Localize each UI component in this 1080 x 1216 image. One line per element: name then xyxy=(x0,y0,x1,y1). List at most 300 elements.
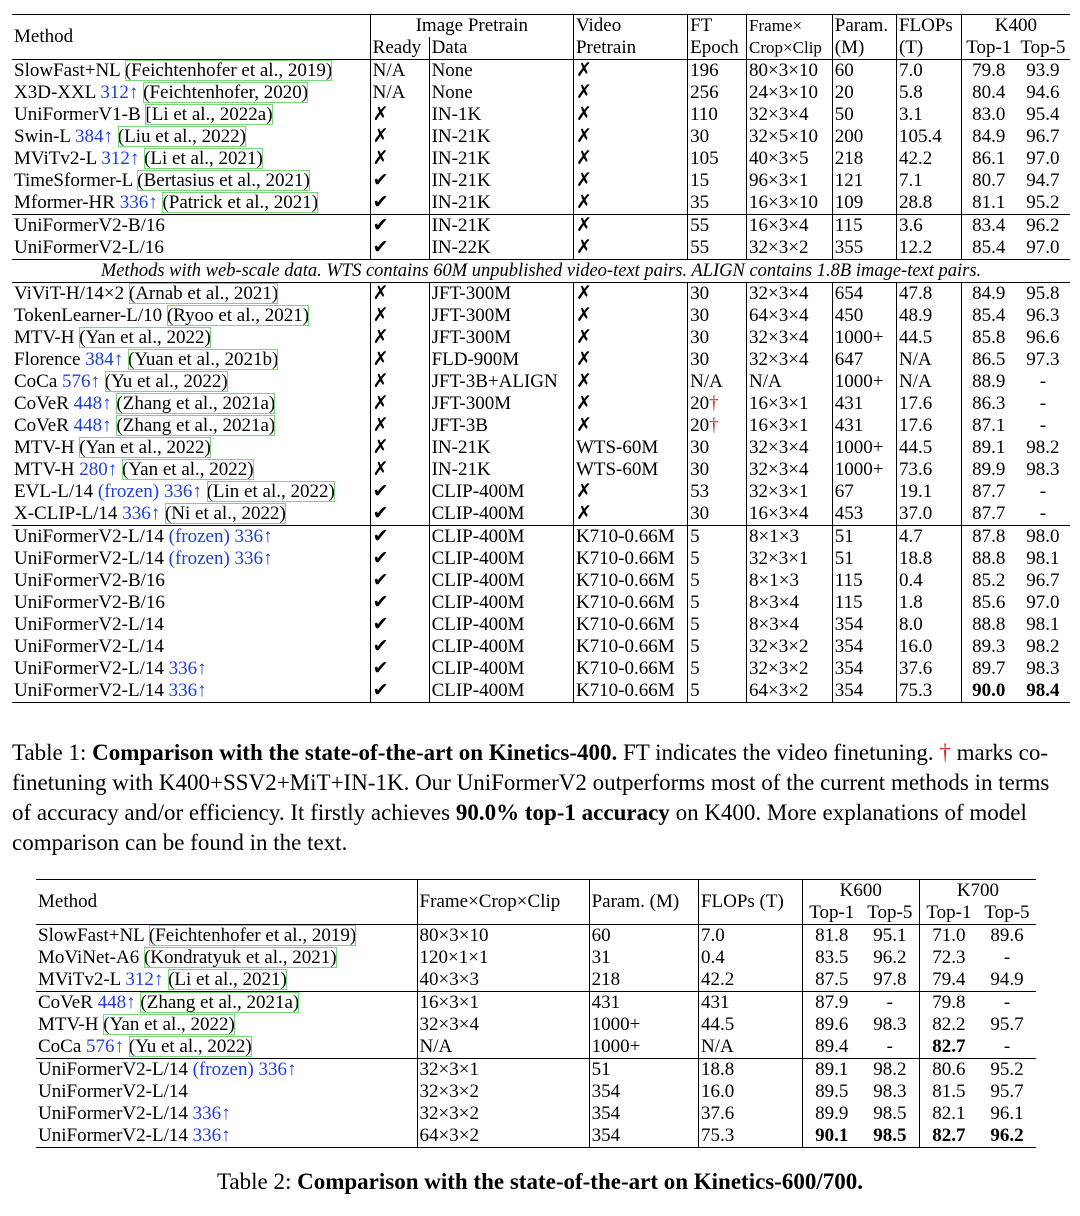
top5-cell: 98.1 xyxy=(1026,548,1060,569)
frame-cell: 16×3×10 xyxy=(747,192,833,215)
video-pretrain-cell: ✗ xyxy=(573,192,687,215)
epoch-value: 5 xyxy=(690,680,700,701)
method-cell xyxy=(12,327,370,349)
t1-group-note xyxy=(12,260,1070,283)
ready-cell: ✗ xyxy=(370,148,429,170)
param-cell: 67 xyxy=(832,481,896,503)
k600-top5-cell: - xyxy=(861,992,920,1015)
method-name: EVL-L/14 xyxy=(14,481,94,502)
resolution-tag: (frozen) 336↑ xyxy=(168,548,273,569)
ready-cell: ✗ xyxy=(370,349,429,371)
t1-web-scale-note: Methods with web-scale data. WTS contains 60M unpublished video-text pairs. ALIGN contains 1.8B image-text pairs. xyxy=(100,261,982,281)
t2-header-k700-top1: Top-1 xyxy=(926,902,972,923)
k600-top5-cell: 97.8 xyxy=(861,969,920,992)
method-name: MoViNet-A6 xyxy=(38,947,140,968)
ready-cell: ✔ xyxy=(370,237,429,260)
video-pretrain-cell: K710-0.66M xyxy=(573,526,687,549)
k600-top1-cell: 90.1 xyxy=(815,1125,849,1146)
table-row xyxy=(12,305,1070,327)
param-cell: 115 xyxy=(832,592,896,614)
data-cell: IN-22K xyxy=(429,237,573,260)
data-cell: JFT-300M xyxy=(429,393,573,415)
flops-cell: 17.6 xyxy=(896,393,961,415)
resolution-tag: 336↑ xyxy=(122,503,161,524)
ready-cell: ✔ xyxy=(370,170,429,192)
table-row xyxy=(12,170,1070,192)
top5-cell: - xyxy=(1039,415,1047,436)
top1-cell: 84.9 xyxy=(972,283,1006,304)
data-cell: JFT-3B+ALIGN xyxy=(429,371,573,393)
citation: (Li et al., 2021) xyxy=(144,148,263,169)
table-row xyxy=(12,658,1070,680)
data-cell: IN-21K xyxy=(429,459,573,481)
table-1-caption xyxy=(12,738,1072,858)
t1-header-param-bottom: (M) xyxy=(832,37,896,60)
top1-cell: 79.8 xyxy=(972,60,1006,81)
table-row xyxy=(12,548,1070,570)
top1-cell: 89.3 xyxy=(972,636,1006,657)
data-cell: IN-21K xyxy=(429,215,573,238)
table-row xyxy=(12,614,1070,636)
method-cell xyxy=(12,570,370,592)
epoch-value: 55 xyxy=(690,237,710,258)
citation: (Ryoo et al., 2021) xyxy=(166,305,310,326)
ready-cell: ✔ xyxy=(370,526,429,549)
table-row xyxy=(12,592,1070,614)
param-cell: 354 xyxy=(589,1125,698,1148)
epoch-cell xyxy=(688,415,747,437)
table-row xyxy=(12,82,1070,104)
param-cell: 31 xyxy=(589,947,698,969)
frame-cell: N/A xyxy=(417,1036,589,1059)
citation: (Lin et al., 2022) xyxy=(206,481,335,502)
epoch-cell xyxy=(688,614,747,636)
frame-cell: 16×3×4 xyxy=(747,215,833,238)
k700-top5-cell: 89.6 xyxy=(990,925,1024,946)
epoch-cell xyxy=(688,148,747,170)
frame-cell: 80×3×10 xyxy=(417,925,589,948)
param-cell: 1000+ xyxy=(832,371,896,393)
t2-group-web-scale xyxy=(36,992,1036,1059)
top1-cell: 85.4 xyxy=(972,305,1006,326)
method-cell xyxy=(12,126,370,148)
resolution-tag: 312↑ xyxy=(100,82,139,103)
top5-cell: 96.7 xyxy=(1026,570,1060,591)
method-cell xyxy=(12,104,370,126)
resolution-tag: 336↑ xyxy=(192,1103,231,1124)
top5-cell: 98.1 xyxy=(1026,614,1060,635)
t2-header-frame: Frame×Crop×Clip xyxy=(417,880,589,925)
t1-header-param-top: Param. xyxy=(832,15,896,38)
table-row xyxy=(36,1125,1036,1148)
data-cell: CLIP-400M xyxy=(429,614,573,636)
epoch-value: 30 xyxy=(690,349,710,370)
top5-cell: 97.0 xyxy=(1026,148,1060,169)
flops-cell: 37.6 xyxy=(698,1103,802,1125)
citation: (Li et al., 2021) xyxy=(168,969,287,990)
k600-top1-cell: 89.9 xyxy=(815,1103,849,1124)
video-pretrain-cell: K710-0.66M xyxy=(573,658,687,680)
flops-cell: N/A xyxy=(698,1036,802,1059)
param-cell: 354 xyxy=(832,636,896,658)
param-cell: 1000+ xyxy=(832,459,896,481)
frame-cell: 32×3×1 xyxy=(747,548,833,570)
frame-cell: 32×3×1 xyxy=(747,481,833,503)
ready-cell: ✗ xyxy=(370,283,429,306)
frame-cell: 32×3×4 xyxy=(747,104,833,126)
table-2 xyxy=(36,879,1036,1148)
top1-cell: 85.8 xyxy=(972,327,1006,348)
data-cell: FLD-900M xyxy=(429,349,573,371)
top1-cell: 85.4 xyxy=(972,237,1006,258)
top5-cell: 98.3 xyxy=(1026,658,1060,679)
epoch-value: 110 xyxy=(690,104,718,125)
table-1 xyxy=(12,14,1070,703)
method-name: UniFormerV2-L/14 xyxy=(14,548,164,569)
frame-cell: 32×3×1 xyxy=(417,1059,589,1082)
resolution-tag: 576↑ xyxy=(62,371,101,392)
k700-top5-cell: 95.7 xyxy=(990,1014,1024,1035)
method-name: X-CLIP-L/14 xyxy=(14,503,118,524)
method-cell xyxy=(12,592,370,614)
flops-cell: 44.5 xyxy=(698,1014,802,1036)
method-cell xyxy=(12,215,370,238)
param-cell: 431 xyxy=(832,415,896,437)
epoch-cell xyxy=(688,658,747,680)
frame-cell: 32×3×4 xyxy=(747,437,833,459)
param-cell: 647 xyxy=(832,349,896,371)
flops-cell: 7.1 xyxy=(896,170,961,192)
k600-top5-cell: 98.2 xyxy=(861,1059,920,1082)
method-cell xyxy=(36,1125,417,1148)
frame-cell: 80×3×10 xyxy=(747,60,833,83)
table-row xyxy=(12,148,1070,170)
t1-header-frame-bottom: Crop×Clip xyxy=(747,37,833,60)
resolution-tag: 312↑ xyxy=(125,969,164,990)
epoch-value: 5 xyxy=(690,636,700,657)
epoch-value: 30 xyxy=(690,503,710,524)
flops-cell: 8.0 xyxy=(896,614,961,636)
epoch-value: 30 xyxy=(690,305,710,326)
param-cell: 1000+ xyxy=(589,1036,698,1059)
param-cell: 354 xyxy=(832,658,896,680)
method-name: UniFormerV2-L/14 xyxy=(38,1103,188,1124)
ready-cell: ✗ xyxy=(370,305,429,327)
ready-cell: ✔ xyxy=(370,636,429,658)
method-name: CoVeR xyxy=(14,393,69,414)
method-cell xyxy=(12,192,370,215)
method-cell xyxy=(36,925,417,948)
citation: (Liu et al., 2022) xyxy=(117,126,247,147)
method-cell xyxy=(12,437,370,459)
flops-cell: 5.8 xyxy=(896,82,961,104)
top5-cell: - xyxy=(1039,371,1047,392)
epoch-cell xyxy=(688,82,747,104)
flops-cell: 0.4 xyxy=(896,570,961,592)
k700-top5-cell: - xyxy=(1003,947,1011,968)
top1-cell: 86.5 xyxy=(972,349,1006,370)
ready-cell: ✗ xyxy=(370,371,429,393)
table-row xyxy=(12,636,1070,658)
epoch-value: 35 xyxy=(690,192,710,213)
flops-cell: 1.8 xyxy=(896,592,961,614)
ready-cell: ✗ xyxy=(370,104,429,126)
table-row xyxy=(12,503,1070,526)
t1-header-flops-bottom: (T) xyxy=(896,37,961,60)
epoch-value: 256 xyxy=(690,82,719,103)
top5-cell: 98.2 xyxy=(1026,437,1060,458)
data-cell: CLIP-400M xyxy=(429,548,573,570)
k600-top1-cell: 89.1 xyxy=(815,1059,849,1080)
frame-cell: 32×3×4 xyxy=(417,1014,589,1036)
top5-cell: 95.8 xyxy=(1026,283,1060,304)
method-name: MTV-H xyxy=(38,1014,99,1035)
video-pretrain-cell: K710-0.66M xyxy=(573,614,687,636)
video-pretrain-cell: ✗ xyxy=(573,349,687,371)
epoch-value: 15 xyxy=(690,170,710,191)
method-name: SlowFast+NL xyxy=(14,60,121,81)
t1-caption-dagger: † xyxy=(939,740,951,765)
epoch-value: 5 xyxy=(690,548,700,569)
method-name: UniFormerV2-L/14 xyxy=(14,614,164,635)
data-cell: IN-21K xyxy=(429,170,573,192)
t2-header-k700: K700 xyxy=(956,880,1000,901)
citation: (Patrick et al., 2021) xyxy=(162,192,319,213)
ready-cell: ✔ xyxy=(370,592,429,614)
video-pretrain-cell: ✗ xyxy=(573,283,687,306)
flops-cell: 4.7 xyxy=(896,526,961,549)
top1-cell: 88.9 xyxy=(972,371,1006,392)
resolution-tag: 448↑ xyxy=(97,992,136,1013)
epoch-value: 5 xyxy=(690,658,700,679)
top5-cell: 95.2 xyxy=(1026,192,1060,213)
method-cell xyxy=(12,82,370,104)
frame-cell: 32×3×2 xyxy=(747,658,833,680)
frame-cell: 8×1×3 xyxy=(747,526,833,549)
epoch-cell xyxy=(688,680,747,703)
ready-cell: ✔ xyxy=(370,192,429,215)
frame-cell: 24×3×10 xyxy=(747,82,833,104)
top1-cell: 84.9 xyxy=(972,126,1006,147)
method-cell xyxy=(36,1014,417,1036)
k700-top1-cell: 82.7 xyxy=(932,1036,966,1057)
table-row xyxy=(12,415,1070,437)
frame-cell: 64×3×2 xyxy=(747,680,833,703)
t1-header-video: Video xyxy=(573,15,687,38)
video-pretrain-cell: K710-0.66M xyxy=(573,548,687,570)
method-name: TimeSformer-L xyxy=(14,170,133,191)
k600-top5-cell: 98.5 xyxy=(861,1125,920,1148)
frame-cell: N/A xyxy=(747,371,833,393)
t2-header-method: Method xyxy=(36,880,417,925)
method-name: MTV-H xyxy=(14,459,75,480)
top1-cell: 83.0 xyxy=(972,104,1006,125)
t1-caption-text2: marks co-finetuning with K400+SSV2+MiT+IN-1K. Our UniFormerV2 outperforms most of the current methods in terms of accuracy and/or efficiency. It firstly achieves xyxy=(12,740,1050,825)
video-pretrain-cell: K710-0.66M xyxy=(573,636,687,658)
method-name: X3D-XXL xyxy=(14,82,96,103)
flops-cell: 44.5 xyxy=(896,437,961,459)
flops-cell: N/A xyxy=(896,371,961,393)
top5-cell: - xyxy=(1039,393,1047,414)
frame-cell: 32×3×4 xyxy=(747,349,833,371)
citation: (Feichtenhofer et al., 2019) xyxy=(148,925,357,946)
param-cell: 355 xyxy=(832,237,896,260)
k600-top1-cell: 83.5 xyxy=(815,947,849,968)
epoch-value: 30 xyxy=(690,327,710,348)
epoch-cell xyxy=(688,192,747,215)
method-name: Florence xyxy=(14,349,81,370)
method-name: CoVeR xyxy=(38,992,93,1013)
method-cell xyxy=(12,548,370,570)
t2-header-param: Param. (M) xyxy=(589,880,698,925)
ready-cell: ✗ xyxy=(370,393,429,415)
epoch-cell xyxy=(688,437,747,459)
table-row xyxy=(36,1081,1036,1103)
epoch-cell xyxy=(688,104,747,126)
top1-cell: 87.7 xyxy=(972,481,1006,502)
flops-cell: 75.3 xyxy=(698,1125,802,1148)
method-name: UniFormerV2-B/16 xyxy=(14,592,165,613)
flops-cell: 0.4 xyxy=(698,947,802,969)
ready-cell: ✗ xyxy=(370,327,429,349)
t1-caption-bold: 90.0% top-1 accuracy xyxy=(455,800,670,825)
k700-top1-cell: 79.8 xyxy=(932,992,966,1013)
ready-cell: ✔ xyxy=(370,570,429,592)
epoch-cell xyxy=(688,503,747,526)
top1-cell: 85.2 xyxy=(972,570,1006,591)
video-pretrain-cell: ✗ xyxy=(573,126,687,148)
method-name: UniFormerV2-B/16 xyxy=(14,570,165,591)
data-cell: JFT-3B xyxy=(429,415,573,437)
method-name: MTV-H xyxy=(14,437,75,458)
video-pretrain-cell: ✗ xyxy=(573,415,687,437)
param-cell: 1000+ xyxy=(589,1014,698,1036)
k700-top5-cell: 95.2 xyxy=(990,1059,1024,1080)
t2-header-k700-top5: Top-5 xyxy=(984,902,1030,923)
k700-top5-cell: - xyxy=(1003,1036,1011,1057)
table-row xyxy=(12,283,1070,306)
t2-header-k600-top1: Top-1 xyxy=(809,902,855,923)
resolution-tag: 384↑ xyxy=(75,126,114,147)
t1-header-method: Method xyxy=(12,15,370,60)
method-cell xyxy=(36,969,417,992)
flops-cell: 42.2 xyxy=(698,969,802,992)
citation: (Kondratyuk et al., 2021) xyxy=(143,947,337,968)
t1-header-pretrain: Pretrain xyxy=(573,37,687,60)
method-cell xyxy=(12,680,370,703)
frame-cell: 16×3×1 xyxy=(747,415,833,437)
k700-top5-cell: 94.9 xyxy=(990,969,1024,990)
method-cell xyxy=(12,305,370,327)
top1-cell: 83.4 xyxy=(972,215,1006,236)
ready-cell: ✔ xyxy=(370,215,429,238)
t2-caption-label: Table 2: xyxy=(216,1169,298,1194)
resolution-tag: (frozen) 336↑ xyxy=(97,481,202,502)
method-name: TokenLearner-L/10 xyxy=(14,305,163,326)
citation: (Yan et al., 2022) xyxy=(103,1014,235,1035)
flops-cell: 3.6 xyxy=(896,215,961,238)
param-cell: 354 xyxy=(832,680,896,703)
frame-cell: 32×5×10 xyxy=(747,126,833,148)
resolution-tag: 448↑ xyxy=(73,415,112,436)
epoch-cell xyxy=(688,526,747,549)
resolution-tag: 336↑ xyxy=(192,1125,231,1146)
k600-top5-cell: 98.3 xyxy=(861,1014,920,1036)
epoch-cell xyxy=(688,349,747,371)
table-row xyxy=(12,393,1070,415)
method-name: UniFormerV2-L/14 xyxy=(38,1125,188,1146)
epoch-cell xyxy=(688,592,747,614)
top5-cell: 96.2 xyxy=(1026,215,1060,236)
param-cell: 115 xyxy=(832,215,896,238)
top5-cell: 97.0 xyxy=(1026,592,1060,613)
k600-top5-cell: 98.3 xyxy=(861,1081,920,1103)
method-cell xyxy=(12,349,370,371)
video-pretrain-cell: ✗ xyxy=(573,393,687,415)
video-pretrain-cell: ✗ xyxy=(573,305,687,327)
method-name: ViViT-H/14×2 xyxy=(14,283,125,304)
t1-header-image-pretrain: Image Pretrain xyxy=(370,15,573,38)
table-row xyxy=(12,327,1070,349)
method-cell xyxy=(36,1059,417,1082)
table-row xyxy=(12,104,1070,126)
param-cell: 354 xyxy=(589,1081,698,1103)
k700-top1-cell: 82.1 xyxy=(932,1103,966,1124)
t1-header-k400: K400 xyxy=(994,15,1037,36)
video-pretrain-cell: ✗ xyxy=(573,170,687,192)
data-cell: CLIP-400M xyxy=(429,526,573,549)
method-name: MViTv2-L xyxy=(38,969,121,990)
method-cell xyxy=(12,60,370,83)
frame-cell: 8×3×4 xyxy=(747,614,833,636)
t2-header-k600: K600 xyxy=(802,880,919,903)
resolution-tag: 336↑ xyxy=(168,658,207,679)
epoch-value: 5 xyxy=(690,570,700,591)
ready-cell: ✔ xyxy=(370,481,429,503)
top5-cell: - xyxy=(1039,481,1047,502)
table-row xyxy=(12,192,1070,215)
method-cell xyxy=(12,415,370,437)
method-cell xyxy=(36,1081,417,1103)
citation: (Yu et al., 2022) xyxy=(104,371,228,392)
epoch-cell xyxy=(688,126,747,148)
method-name: UniFormerV2-L/14 xyxy=(14,658,164,679)
ready-cell: N/A xyxy=(370,60,429,83)
param-cell: 1000+ xyxy=(832,327,896,349)
param-cell: 60 xyxy=(589,925,698,948)
epoch-value: 30 xyxy=(690,126,710,147)
frame-cell: 32×3×4 xyxy=(747,459,833,481)
video-pretrain-cell: ✗ xyxy=(573,481,687,503)
frame-cell: 8×3×4 xyxy=(747,592,833,614)
t1-header-top1: Top-1 xyxy=(966,37,1012,58)
method-name: UniFormerV2-L/16 xyxy=(14,237,164,258)
param-cell: 60 xyxy=(832,60,896,83)
top5-cell: 93.9 xyxy=(1026,60,1060,81)
epoch-value: 5 xyxy=(690,614,700,635)
top1-cell: 86.3 xyxy=(972,393,1006,414)
method-cell xyxy=(12,170,370,192)
top1-cell: 88.8 xyxy=(972,548,1006,569)
video-pretrain-cell: ✗ xyxy=(573,82,687,104)
epoch-value: 53 xyxy=(690,481,710,502)
flops-cell: N/A xyxy=(896,349,961,371)
video-pretrain-cell: ✗ xyxy=(573,237,687,260)
k600-top5-cell: - xyxy=(861,1036,920,1059)
citation: (Yan et al., 2022) xyxy=(79,327,211,348)
top5-cell: 98.3 xyxy=(1026,459,1060,480)
top5-cell: 94.7 xyxy=(1026,170,1060,191)
